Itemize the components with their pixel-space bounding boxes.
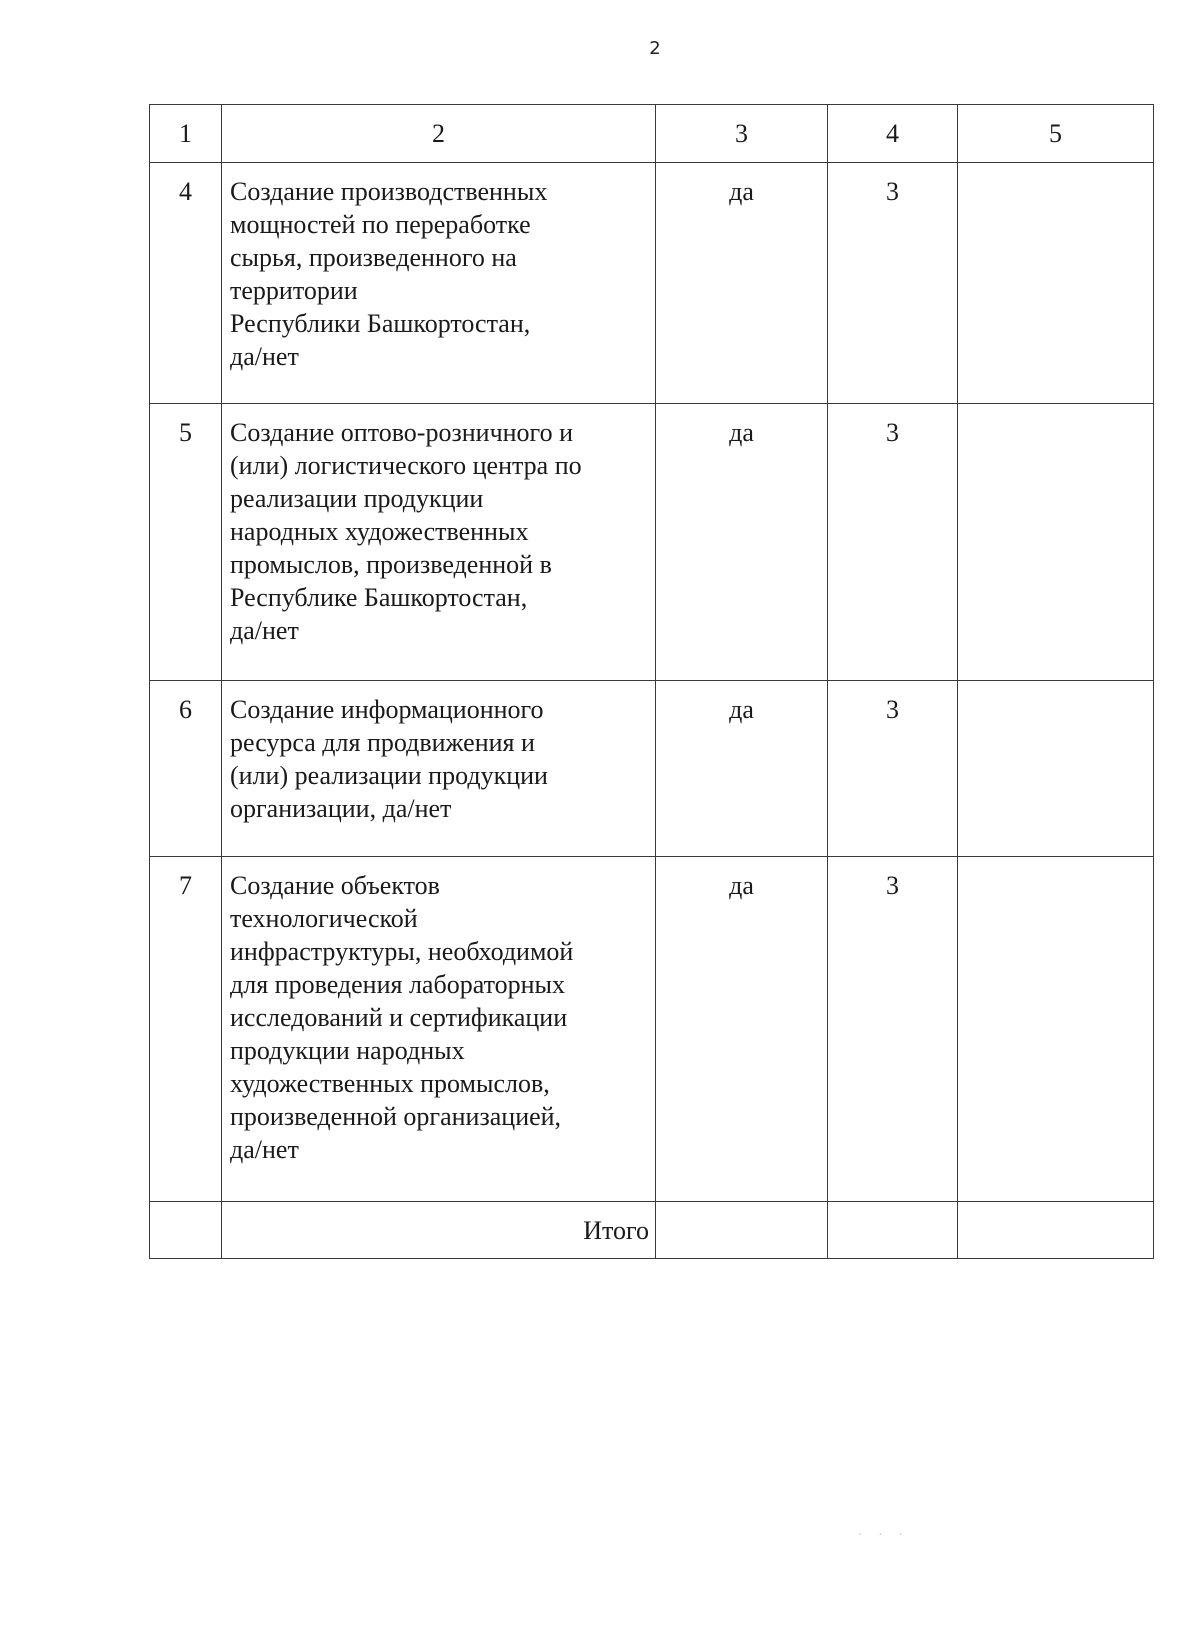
criterion-line: Республике Башкортостан, xyxy=(230,583,528,612)
criterion-line: территории xyxy=(230,276,358,305)
criterion-line: для проведения лабораторных xyxy=(230,970,565,999)
criterion-line: мощностей по переработке xyxy=(230,210,531,239)
table-row xyxy=(150,163,1154,404)
page-number: 2 xyxy=(649,38,661,59)
criterion-line: инфраструктуры, необходимой xyxy=(230,937,574,966)
criterion-line: технологической xyxy=(230,904,418,933)
total-label: Итого xyxy=(222,1202,656,1259)
criterion-column-5 xyxy=(958,404,1154,681)
criterion-text xyxy=(222,163,656,404)
criterion-line: Создание объектов xyxy=(230,871,440,900)
criterion-line: произведенной организацией, xyxy=(230,1102,562,1131)
criterion-line: исследований и сертификации xyxy=(230,1003,568,1032)
criteria-table xyxy=(149,104,1154,1259)
criterion-score: 3 xyxy=(828,681,958,857)
total-empty-cell xyxy=(150,1202,222,1259)
row-number: 5 xyxy=(150,404,222,681)
column-number-5: 5 xyxy=(958,105,1154,163)
table-row xyxy=(150,681,1154,857)
criterion-value: да xyxy=(656,857,828,1202)
criterion-line: Республики Башкортостан, xyxy=(230,309,531,338)
criterion-line: художественных промыслов, xyxy=(230,1069,550,1098)
criterion-text xyxy=(222,681,656,857)
row-number: 7 xyxy=(150,857,222,1202)
criterion-line: да/нет xyxy=(230,342,299,371)
table-row xyxy=(150,404,1154,681)
criterion-line: (или) логистического центра по xyxy=(230,451,582,480)
criterion-line: да/нет xyxy=(230,1135,299,1164)
criterion-score: 3 xyxy=(828,404,958,681)
criterion-line: Создание производственных xyxy=(230,177,548,206)
scan-artifact: · · · xyxy=(858,1528,909,1543)
total-row xyxy=(150,1202,1154,1259)
column-number-3: 3 xyxy=(656,105,828,163)
criterion-value: да xyxy=(656,681,828,857)
total-score-cell xyxy=(828,1202,958,1259)
criterion-line: промыслов, произведенной в xyxy=(230,550,552,579)
criterion-text xyxy=(222,857,656,1202)
criterion-column-5 xyxy=(958,857,1154,1202)
table-row xyxy=(150,857,1154,1202)
column-number-4: 4 xyxy=(828,105,958,163)
total-column-5-cell xyxy=(958,1202,1154,1259)
column-number-2: 2 xyxy=(222,105,656,163)
criterion-line: организации, да/нет xyxy=(230,794,452,823)
criterion-line: Создание оптово-розничного и xyxy=(230,418,573,447)
criterion-line: да/нет xyxy=(230,616,299,645)
criterion-value: да xyxy=(656,163,828,404)
criterion-line: сырья, произведенного на xyxy=(230,243,517,272)
criterion-column-5 xyxy=(958,681,1154,857)
total-value-cell xyxy=(656,1202,828,1259)
criterion-line: ресурса для продвижения и xyxy=(230,728,535,757)
criterion-line: реализации продукции xyxy=(230,484,484,513)
column-number-1: 1 xyxy=(150,105,222,163)
row-number: 6 xyxy=(150,681,222,857)
row-number: 4 xyxy=(150,163,222,404)
criterion-column-5 xyxy=(958,163,1154,404)
criterion-line: Создание информационного xyxy=(230,695,544,724)
criterion-score: 3 xyxy=(828,857,958,1202)
criterion-value: да xyxy=(656,404,828,681)
criterion-line: продукции народных xyxy=(230,1036,465,1065)
table-header-row xyxy=(150,105,1154,163)
criterion-line: народных художественных xyxy=(230,517,529,546)
criterion-line: (или) реализации продукции xyxy=(230,761,548,790)
criterion-score: 3 xyxy=(828,163,958,404)
criterion-text xyxy=(222,404,656,681)
